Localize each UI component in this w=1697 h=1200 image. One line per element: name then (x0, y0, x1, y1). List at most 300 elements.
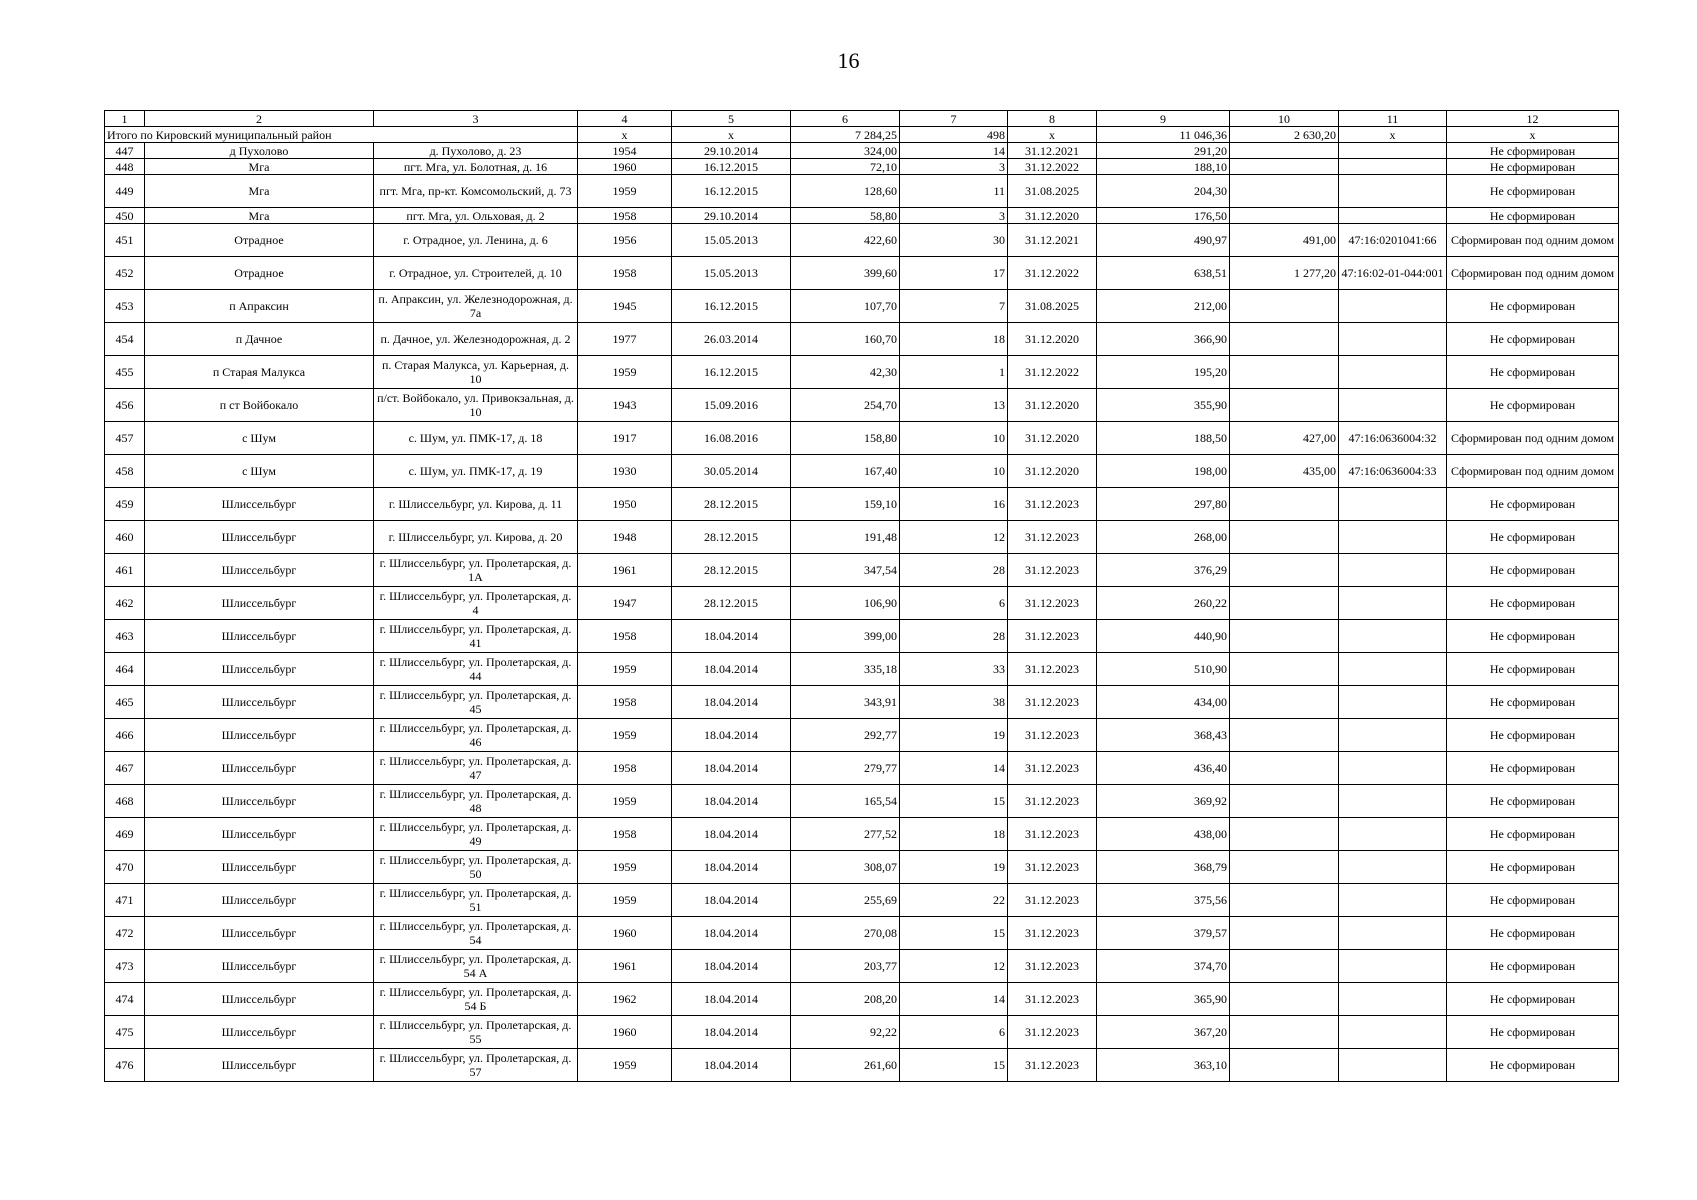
land-area-cell: 435,00 (1230, 455, 1339, 488)
deadline-cell: 31.12.2020 (1008, 455, 1097, 488)
amount-cell: 195,20 (1097, 356, 1230, 389)
column-number: 4 (578, 111, 672, 127)
column-number-row (105, 111, 1619, 127)
year-cell: 1959 (578, 1049, 672, 1082)
year-cell: 1959 (578, 785, 672, 818)
date-cell: 28.12.2015 (672, 554, 791, 587)
row-number: 459 (105, 488, 145, 521)
status-cell: Не сформирован (1447, 653, 1619, 686)
land-area-cell (1230, 143, 1339, 159)
status-cell: Не сформирован (1447, 884, 1619, 917)
status-cell: Не сформирован (1447, 917, 1619, 950)
count-cell: 15 (900, 785, 1008, 818)
address-cell: г. Шлиссельбург, ул. Пролетарская, д. 44 (374, 653, 578, 686)
row-number: 464 (105, 653, 145, 686)
column-number: 9 (1097, 111, 1230, 127)
amount-cell: 188,10 (1097, 159, 1230, 175)
date-cell: 28.12.2015 (672, 587, 791, 620)
place-cell: Шлиссельбург (145, 785, 374, 818)
year-cell: 1959 (578, 175, 672, 208)
row-number: 451 (105, 224, 145, 257)
count-cell: 33 (900, 653, 1008, 686)
date-cell: 18.04.2014 (672, 884, 791, 917)
count-cell: 1 (900, 356, 1008, 389)
area-cell: 308,07 (791, 851, 900, 884)
status-cell: Не сформирован (1447, 1016, 1619, 1049)
status-cell: Сформирован под одним домом (1447, 455, 1619, 488)
address-cell: г. Шлиссельбург, ул. Пролетарская, д. 41 (374, 620, 578, 653)
deadline-cell: 31.12.2023 (1008, 521, 1097, 554)
land-area-cell (1230, 175, 1339, 208)
table-row (105, 587, 1619, 620)
table-row (105, 686, 1619, 719)
count-cell: 19 (900, 719, 1008, 752)
area-cell: 324,00 (791, 143, 900, 159)
land-area-cell (1230, 719, 1339, 752)
date-cell: 18.04.2014 (672, 950, 791, 983)
amount-cell: 436,40 (1097, 752, 1230, 785)
row-number: 456 (105, 389, 145, 422)
deadline-cell: 31.12.2023 (1008, 686, 1097, 719)
total-label: Итого по Кировский муниципальный район (105, 127, 578, 143)
status-cell: Не сформирован (1447, 719, 1619, 752)
address-cell: г. Шлиссельбург, ул. Пролетарская, д. 4 (374, 587, 578, 620)
amount-cell: 212,00 (1097, 290, 1230, 323)
land-area-cell (1230, 488, 1339, 521)
year-cell: 1960 (578, 917, 672, 950)
table-row (105, 356, 1619, 389)
place-cell: Шлиссельбург (145, 818, 374, 851)
place-cell: Мга (145, 208, 374, 224)
status-cell: Не сформирован (1447, 175, 1619, 208)
table-row (105, 257, 1619, 290)
place-cell: Шлиссельбург (145, 554, 374, 587)
address-cell: г. Отрадное, ул. Ленина, д. 6 (374, 224, 578, 257)
address-cell: г. Шлиссельбург, ул. Пролетарская, д. 54 (374, 917, 578, 950)
count-cell: 18 (900, 818, 1008, 851)
cadastral-cell (1339, 488, 1447, 521)
year-cell: 1943 (578, 389, 672, 422)
place-cell: Шлиссельбург (145, 983, 374, 1016)
deadline-cell: 31.12.2023 (1008, 752, 1097, 785)
row-number: 452 (105, 257, 145, 290)
count-cell: 30 (900, 224, 1008, 257)
land-area-cell (1230, 653, 1339, 686)
land-area-cell (1230, 389, 1339, 422)
cadastral-cell (1339, 686, 1447, 719)
table-row (105, 620, 1619, 653)
year-cell: 1962 (578, 983, 672, 1016)
amount-cell: 367,20 (1097, 1016, 1230, 1049)
area-cell: 347,54 (791, 554, 900, 587)
row-number: 453 (105, 290, 145, 323)
count-cell: 22 (900, 884, 1008, 917)
year-cell: 1977 (578, 323, 672, 356)
deadline-cell: 31.12.2023 (1008, 950, 1097, 983)
land-area-cell (1230, 1049, 1339, 1082)
row-number: 460 (105, 521, 145, 554)
table-row (105, 653, 1619, 686)
area-cell: 159,10 (791, 488, 900, 521)
deadline-cell: 31.12.2023 (1008, 620, 1097, 653)
housing-table (104, 110, 1619, 1082)
place-cell: Отрадное (145, 257, 374, 290)
year-cell: 1959 (578, 719, 672, 752)
total-cell: x (1339, 127, 1447, 143)
deadline-cell: 31.12.2023 (1008, 587, 1097, 620)
area-cell: 335,18 (791, 653, 900, 686)
count-cell: 3 (900, 208, 1008, 224)
land-area-cell (1230, 587, 1339, 620)
column-number: 3 (374, 111, 578, 127)
year-cell: 1959 (578, 851, 672, 884)
year-cell: 1958 (578, 257, 672, 290)
land-area-cell (1230, 159, 1339, 175)
status-cell: Сформирован под одним домом (1447, 224, 1619, 257)
date-cell: 29.10.2014 (672, 208, 791, 224)
deadline-cell: 31.12.2023 (1008, 653, 1097, 686)
date-cell: 16.08.2016 (672, 422, 791, 455)
area-cell: 158,80 (791, 422, 900, 455)
status-cell: Не сформирован (1447, 851, 1619, 884)
status-cell: Сформирован под одним домом (1447, 422, 1619, 455)
amount-cell: 363,10 (1097, 1049, 1230, 1082)
date-cell: 15.05.2013 (672, 257, 791, 290)
count-cell: 10 (900, 455, 1008, 488)
count-cell: 6 (900, 1016, 1008, 1049)
cadastral-cell (1339, 521, 1447, 554)
year-cell: 1960 (578, 159, 672, 175)
status-cell: Не сформирован (1447, 950, 1619, 983)
area-cell: 277,52 (791, 818, 900, 851)
count-cell: 7 (900, 290, 1008, 323)
place-cell: п Апраксин (145, 290, 374, 323)
area-cell: 92,22 (791, 1016, 900, 1049)
table-row (105, 950, 1619, 983)
row-number: 466 (105, 719, 145, 752)
table-row (105, 818, 1619, 851)
cadastral-cell (1339, 884, 1447, 917)
table-row (105, 159, 1619, 175)
table-row (105, 290, 1619, 323)
place-cell: Отрадное (145, 224, 374, 257)
year-cell: 1959 (578, 653, 672, 686)
deadline-cell: 31.12.2023 (1008, 851, 1097, 884)
total-cell: x (578, 127, 672, 143)
area-cell: 343,91 (791, 686, 900, 719)
cadastral-cell (1339, 159, 1447, 175)
table-row (105, 389, 1619, 422)
count-cell: 28 (900, 620, 1008, 653)
year-cell: 1958 (578, 620, 672, 653)
land-area-cell (1230, 290, 1339, 323)
deadline-cell: 31.12.2020 (1008, 389, 1097, 422)
deadline-cell: 31.12.2023 (1008, 488, 1097, 521)
count-cell: 14 (900, 983, 1008, 1016)
land-area-cell (1230, 983, 1339, 1016)
row-number: 469 (105, 818, 145, 851)
table-row (105, 175, 1619, 208)
total-area: 7 284,25 (791, 127, 900, 143)
area-cell: 107,70 (791, 290, 900, 323)
column-number: 7 (900, 111, 1008, 127)
table-row (105, 752, 1619, 785)
date-cell: 18.04.2014 (672, 785, 791, 818)
row-number: 454 (105, 323, 145, 356)
amount-cell: 366,90 (1097, 323, 1230, 356)
status-cell: Не сформирован (1447, 323, 1619, 356)
place-cell: п Дачное (145, 323, 374, 356)
deadline-cell: 31.12.2020 (1008, 422, 1097, 455)
cadastral-cell: 47:16:0636004:33 (1339, 455, 1447, 488)
date-cell: 29.10.2014 (672, 143, 791, 159)
place-cell: Шлиссельбург (145, 719, 374, 752)
date-cell: 18.04.2014 (672, 653, 791, 686)
row-number: 455 (105, 356, 145, 389)
page-number: 16 (837, 48, 860, 73)
land-area-cell (1230, 818, 1339, 851)
table-row (105, 917, 1619, 950)
row-number: 457 (105, 422, 145, 455)
area-cell: 270,08 (791, 917, 900, 950)
land-area-cell (1230, 554, 1339, 587)
date-cell: 15.09.2016 (672, 389, 791, 422)
land-area-cell: 427,00 (1230, 422, 1339, 455)
count-cell: 15 (900, 1049, 1008, 1082)
address-cell: п. Апраксин, ул. Железнодорожная, д. 7а (374, 290, 578, 323)
date-cell: 18.04.2014 (672, 1016, 791, 1049)
place-cell: Шлиссельбург (145, 488, 374, 521)
deadline-cell: 31.12.2023 (1008, 818, 1097, 851)
address-cell: г. Шлиссельбург, ул. Пролетарская, д. 51 (374, 884, 578, 917)
date-cell: 16.12.2015 (672, 175, 791, 208)
place-cell: д Пухолово (145, 143, 374, 159)
deadline-cell: 31.12.2023 (1008, 1049, 1097, 1082)
table-row (105, 884, 1619, 917)
amount-cell: 510,90 (1097, 653, 1230, 686)
year-cell: 1958 (578, 208, 672, 224)
date-cell: 16.12.2015 (672, 290, 791, 323)
place-cell: Мга (145, 159, 374, 175)
address-cell: г. Шлиссельбург, ул. Пролетарская, д. 54 А (374, 950, 578, 983)
place-cell: Шлиссельбург (145, 686, 374, 719)
row-number: 472 (105, 917, 145, 950)
status-cell: Не сформирован (1447, 159, 1619, 175)
deadline-cell: 31.12.2023 (1008, 1016, 1097, 1049)
amount-cell: 638,51 (1097, 257, 1230, 290)
date-cell: 28.12.2015 (672, 488, 791, 521)
area-cell: 399,00 (791, 620, 900, 653)
land-area-cell (1230, 356, 1339, 389)
deadline-cell: 31.12.2023 (1008, 983, 1097, 1016)
deadline-cell: 31.12.2020 (1008, 323, 1097, 356)
area-cell: 165,54 (791, 785, 900, 818)
land-area-cell (1230, 1016, 1339, 1049)
land-area-cell (1230, 521, 1339, 554)
status-cell: Не сформирован (1447, 488, 1619, 521)
place-cell: Шлиссельбург (145, 1049, 374, 1082)
area-cell: 203,77 (791, 950, 900, 983)
table-row (105, 785, 1619, 818)
place-cell: с Шум (145, 422, 374, 455)
place-cell: Шлиссельбург (145, 620, 374, 653)
date-cell: 18.04.2014 (672, 686, 791, 719)
address-cell: с. Шум, ул. ПМК-17, д. 19 (374, 455, 578, 488)
deadline-cell: 31.12.2022 (1008, 356, 1097, 389)
table-row (105, 143, 1619, 159)
deadline-cell: 31.12.2021 (1008, 224, 1097, 257)
total-row (105, 127, 1619, 143)
land-area-cell: 1 277,20 (1230, 257, 1339, 290)
address-cell: пгт. Мга, ул. Болотная, д. 16 (374, 159, 578, 175)
place-cell: Шлиссельбург (145, 950, 374, 983)
row-number: 475 (105, 1016, 145, 1049)
date-cell: 26.03.2014 (672, 323, 791, 356)
table-row (105, 983, 1619, 1016)
place-cell: Шлиссельбург (145, 917, 374, 950)
date-cell: 16.12.2015 (672, 356, 791, 389)
count-cell: 14 (900, 143, 1008, 159)
status-cell: Не сформирован (1447, 554, 1619, 587)
count-cell: 6 (900, 587, 1008, 620)
cadastral-cell: 47:16:0201041:66 (1339, 224, 1447, 257)
date-cell: 16.12.2015 (672, 159, 791, 175)
amount-cell: 440,90 (1097, 620, 1230, 653)
row-number: 448 (105, 159, 145, 175)
year-cell: 1959 (578, 884, 672, 917)
amount-cell: 297,80 (1097, 488, 1230, 521)
row-number: 468 (105, 785, 145, 818)
address-cell: пгт. Мга, пр-кт. Комсомольский, д. 73 (374, 175, 578, 208)
year-cell: 1930 (578, 455, 672, 488)
column-number: 6 (791, 111, 900, 127)
row-number: 458 (105, 455, 145, 488)
date-cell: 18.04.2014 (672, 752, 791, 785)
status-cell: Не сформирован (1447, 587, 1619, 620)
area-cell: 42,30 (791, 356, 900, 389)
column-number: 5 (672, 111, 791, 127)
row-number: 467 (105, 752, 145, 785)
place-cell: Шлиссельбург (145, 587, 374, 620)
row-number: 471 (105, 884, 145, 917)
count-cell: 18 (900, 323, 1008, 356)
address-cell: г. Шлиссельбург, ул. Пролетарская, д. 46 (374, 719, 578, 752)
cadastral-cell (1339, 208, 1447, 224)
land-area-cell: 491,00 (1230, 224, 1339, 257)
area-cell: 422,60 (791, 224, 900, 257)
year-cell: 1961 (578, 554, 672, 587)
row-number: 473 (105, 950, 145, 983)
status-cell: Не сформирован (1447, 752, 1619, 785)
deadline-cell: 31.12.2023 (1008, 719, 1097, 752)
row-number: 463 (105, 620, 145, 653)
column-number: 11 (1339, 111, 1447, 127)
amount-cell: 368,43 (1097, 719, 1230, 752)
cadastral-cell (1339, 818, 1447, 851)
table-row (105, 521, 1619, 554)
area-cell: 208,20 (791, 983, 900, 1016)
amount-cell: 374,70 (1097, 950, 1230, 983)
land-area-cell (1230, 620, 1339, 653)
count-cell: 12 (900, 521, 1008, 554)
place-cell: Шлиссельбург (145, 1016, 374, 1049)
amount-cell: 204,30 (1097, 175, 1230, 208)
cadastral-cell (1339, 851, 1447, 884)
column-number: 12 (1447, 111, 1619, 127)
status-cell: Не сформирован (1447, 389, 1619, 422)
year-cell: 1958 (578, 752, 672, 785)
address-cell: г. Шлиссельбург, ул. Кирова, д. 11 (374, 488, 578, 521)
address-cell: г. Шлиссельбург, ул. Пролетарская, д. 47 (374, 752, 578, 785)
year-cell: 1959 (578, 356, 672, 389)
area-cell: 128,60 (791, 175, 900, 208)
date-cell: 18.04.2014 (672, 983, 791, 1016)
land-area-cell (1230, 785, 1339, 818)
total-cell: 11 046,36 (1097, 127, 1230, 143)
deadline-cell: 31.12.2022 (1008, 257, 1097, 290)
row-number: 447 (105, 143, 145, 159)
row-number: 470 (105, 851, 145, 884)
count-cell: 10 (900, 422, 1008, 455)
land-area-cell (1230, 917, 1339, 950)
year-cell: 1960 (578, 1016, 672, 1049)
area-cell: 160,70 (791, 323, 900, 356)
cadastral-cell (1339, 620, 1447, 653)
date-cell: 18.04.2014 (672, 719, 791, 752)
place-cell: п Старая Малукса (145, 356, 374, 389)
count-cell: 15 (900, 917, 1008, 950)
status-cell: Не сформирован (1447, 686, 1619, 719)
table-row (105, 1049, 1619, 1082)
table-row (105, 1016, 1619, 1049)
year-cell: 1958 (578, 818, 672, 851)
cadastral-cell (1339, 983, 1447, 1016)
address-cell: г. Шлиссельбург, ул. Пролетарская, д. 50 (374, 851, 578, 884)
status-cell: Не сформирован (1447, 620, 1619, 653)
count-cell: 16 (900, 488, 1008, 521)
deadline-cell: 31.12.2022 (1008, 159, 1097, 175)
address-cell: п. Дачное, ул. Железнодорожная, д. 2 (374, 323, 578, 356)
date-cell: 30.05.2014 (672, 455, 791, 488)
deadline-cell: 31.08.2025 (1008, 175, 1097, 208)
table-row (105, 224, 1619, 257)
address-cell: г. Шлиссельбург, ул. Пролетарская, д. 49 (374, 818, 578, 851)
deadline-cell: 31.12.2020 (1008, 208, 1097, 224)
land-area-cell (1230, 884, 1339, 917)
cadastral-cell: 47:16:02-01-044:001 (1339, 257, 1447, 290)
cadastral-cell (1339, 290, 1447, 323)
deadline-cell: 31.12.2023 (1008, 785, 1097, 818)
address-cell: г. Отрадное, ул. Строителей, д. 10 (374, 257, 578, 290)
address-cell: г. Шлиссельбург, ул. Пролетарская, д. 55 (374, 1016, 578, 1049)
date-cell: 18.04.2014 (672, 917, 791, 950)
date-cell: 15.05.2013 (672, 224, 791, 257)
row-number: 462 (105, 587, 145, 620)
address-cell: п/ст. Войбокало, ул. Привокзальная, д. 10 (374, 389, 578, 422)
place-cell: п ст Войбокало (145, 389, 374, 422)
status-cell: Сформирован под одним домом (1447, 257, 1619, 290)
deadline-cell: 31.12.2023 (1008, 554, 1097, 587)
column-number: 10 (1230, 111, 1339, 127)
count-cell: 12 (900, 950, 1008, 983)
column-number: 8 (1008, 111, 1097, 127)
land-area-cell (1230, 208, 1339, 224)
amount-cell: 379,57 (1097, 917, 1230, 950)
address-cell: д. Пухолово, д. 23 (374, 143, 578, 159)
area-cell: 279,77 (791, 752, 900, 785)
land-area-cell (1230, 752, 1339, 785)
address-cell: с. Шум, ул. ПМК-17, д. 18 (374, 422, 578, 455)
